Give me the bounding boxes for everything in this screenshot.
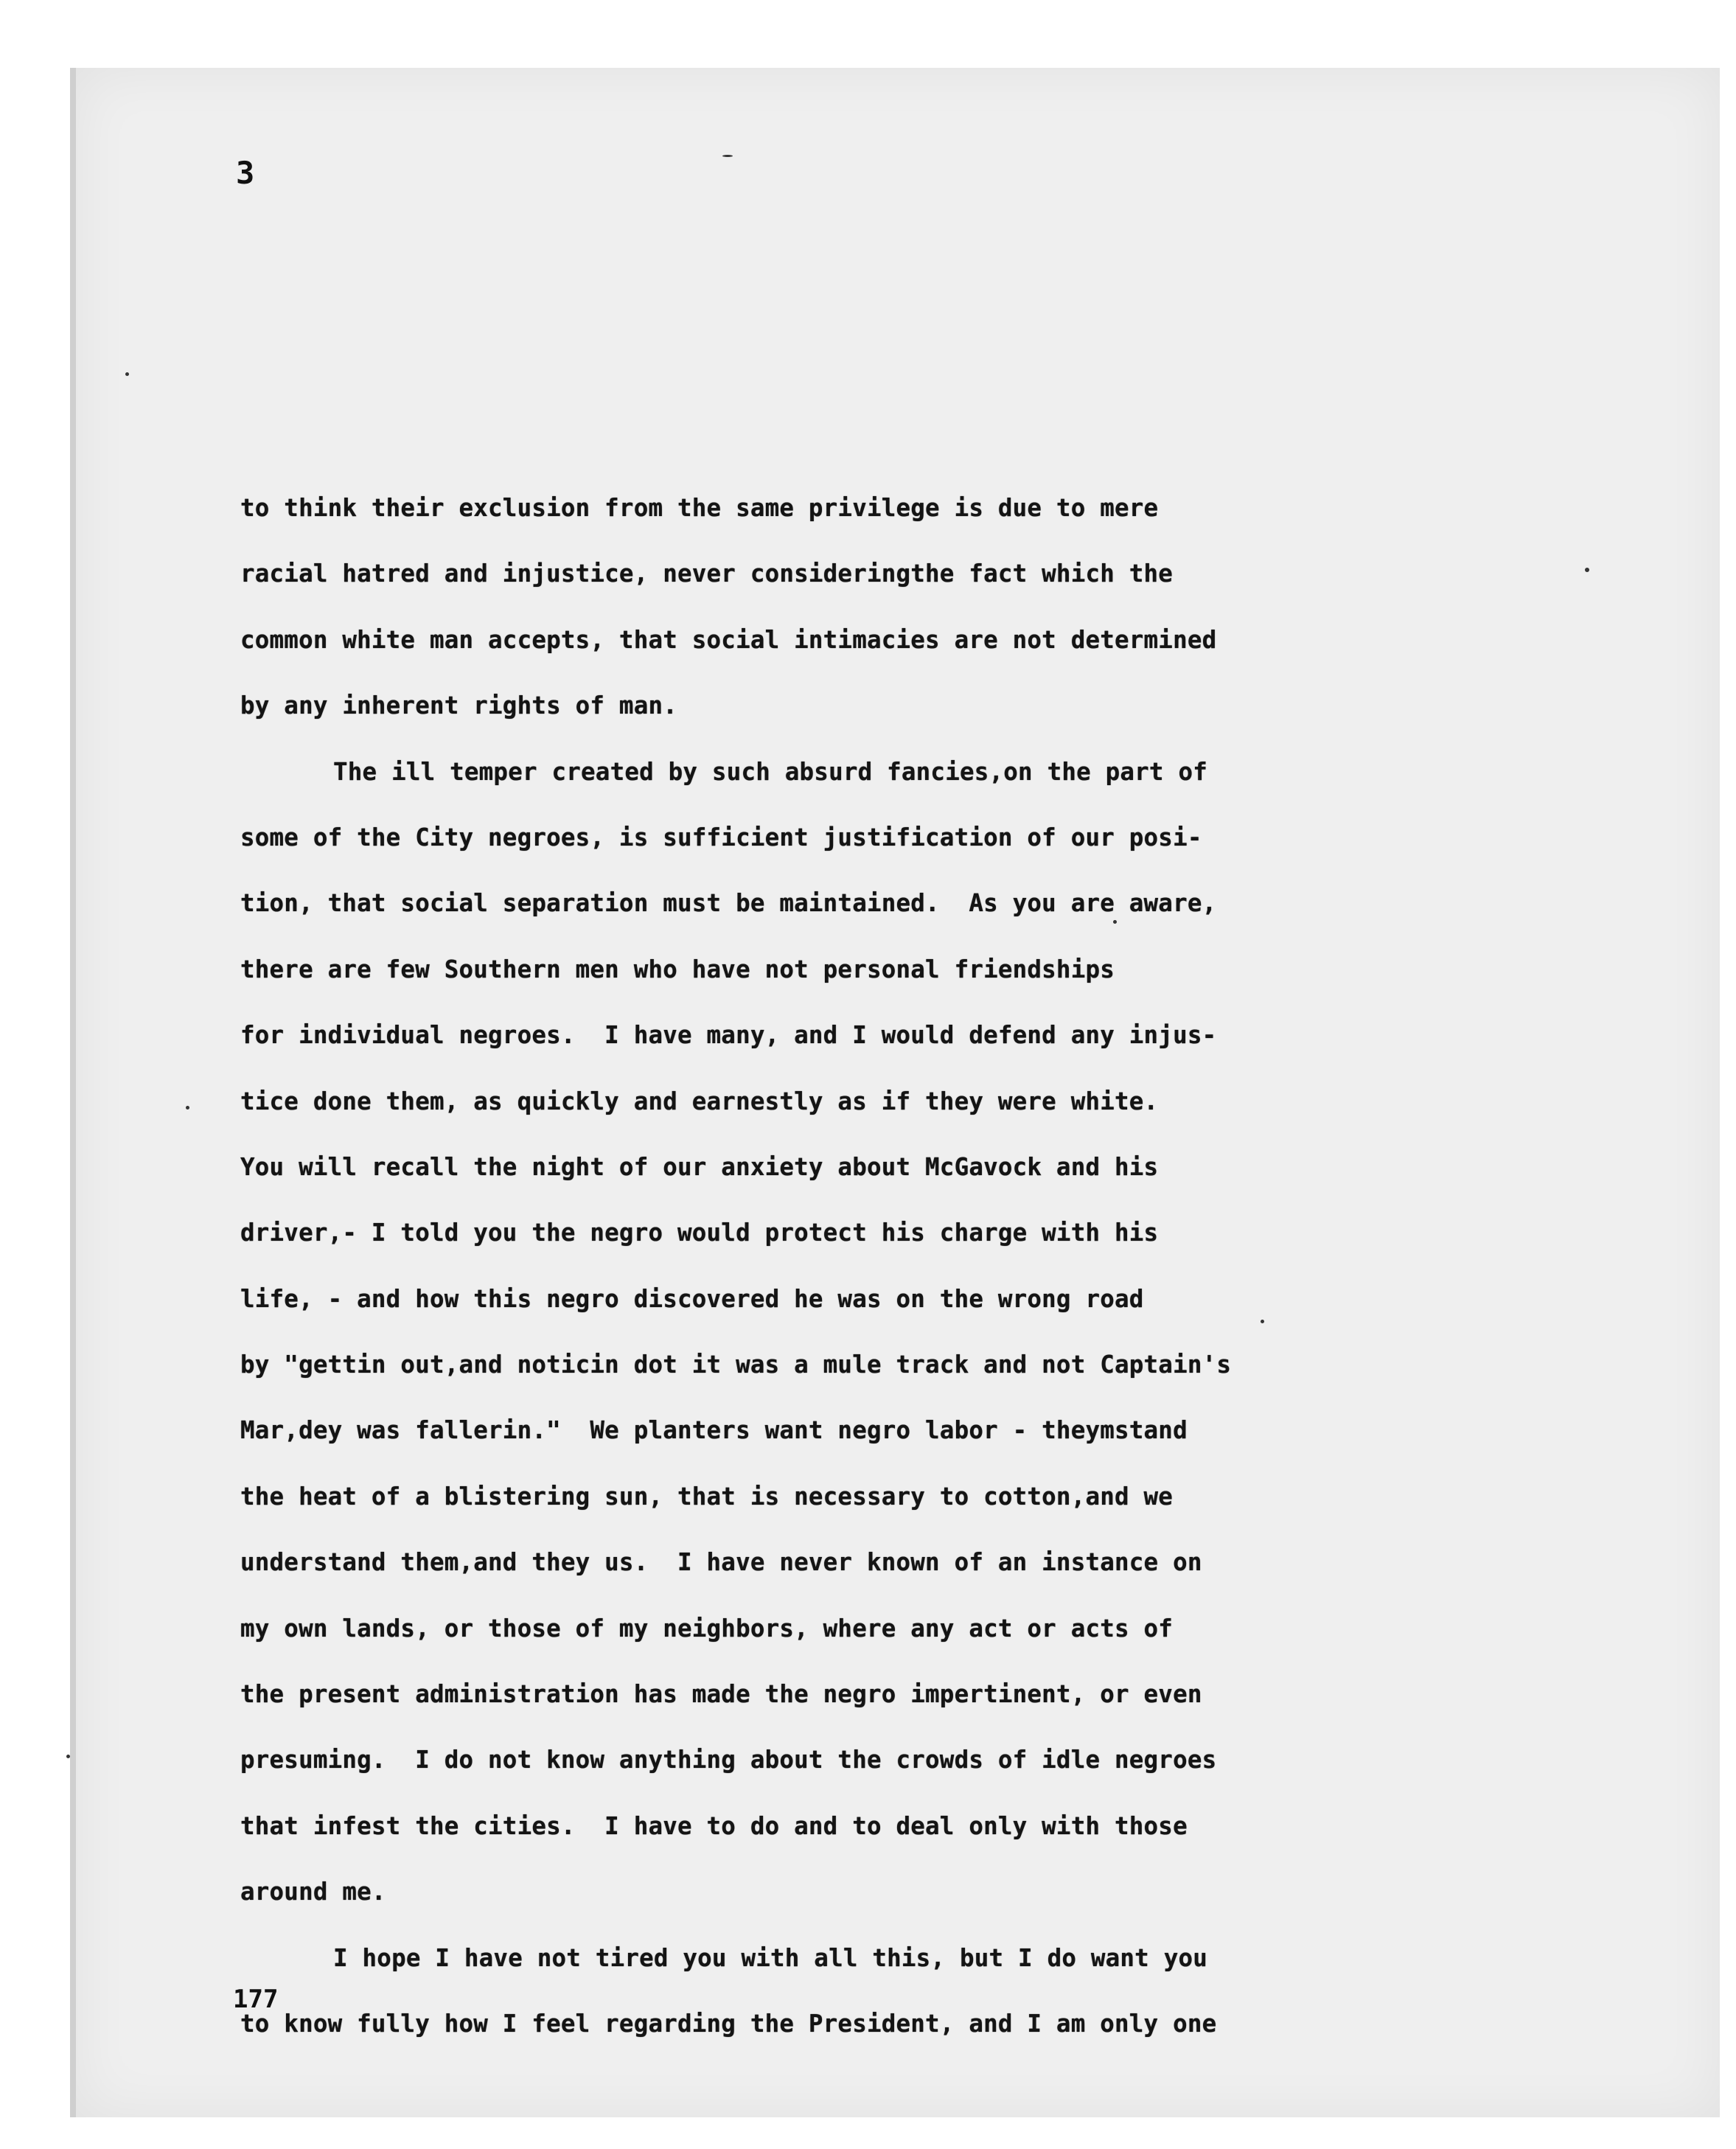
- text-line: the present administration has made the negro impertinent, or even: [240, 1680, 1202, 1709]
- text-line: Mar,dey was fallerin." We planters want negro labor - theymstand: [240, 1416, 1188, 1445]
- text-line: understand them,and they us. I have never known of an instance on: [240, 1548, 1202, 1577]
- archive-folio-number: 177: [233, 1985, 279, 2014]
- text-line: life, - and how this negro discovered he was on the wrong road: [240, 1284, 1144, 1313]
- text-line: there are few Southern men who have not personal friendships: [240, 955, 1115, 983]
- scan-speck: [1585, 568, 1589, 572]
- text-line: You will recall the night of our anxiety about McGavock and his: [240, 1152, 1159, 1181]
- text-line: The ill temper created by such absurd fancies,on the part of: [333, 757, 1207, 786]
- scan-speck: [66, 1755, 70, 1758]
- text-line: the heat of a blistering sun, that is necessary to cotton,and we: [240, 1482, 1174, 1511]
- text-line: by any inherent rights of man.: [240, 692, 677, 720]
- scan-speck: [1261, 1320, 1264, 1323]
- text-line: I hope I have not tired you with all this, but I do want you: [333, 1943, 1207, 1972]
- letter-body: [240, 476, 1538, 2057]
- text-line: tion, that social separation must be maintained. As you are aware,: [240, 889, 1217, 918]
- text-line: that infest the cities. I have to do and to deal only with those: [240, 1811, 1188, 1840]
- text-line: around me.: [240, 1878, 386, 1906]
- text-line: racial hatred and injustice, never consideringthe fact which the: [240, 560, 1174, 588]
- scan-speck: [722, 155, 733, 157]
- text-line: some of the City negroes, is sufficient justification of our posi-: [240, 823, 1202, 851]
- text-line: tice done them, as quickly and earnestly as if they were white.: [240, 1087, 1159, 1115]
- text-line: common white man accepts, that social intimacies are not determined: [240, 625, 1217, 654]
- text-line: by "gettin out,and noticin dot it was a mule track and not Captain's: [240, 1351, 1232, 1379]
- text-line: to think their exclusion from the same privilege is due to mere: [240, 494, 1159, 522]
- text-line: my own lands, or those of my neighbors, where any act or acts of: [240, 1614, 1174, 1643]
- text-line: driver,- I told you the negro would protect his charge with his: [240, 1219, 1159, 1247]
- text-line: for individual negroes. I have many, and I would defend any injus-: [240, 1021, 1217, 1050]
- scan-speck: [186, 1106, 189, 1110]
- text-line: presuming. I do not know anything about the crowds of idle negroes: [240, 1746, 1217, 1774]
- page-number: 3: [236, 155, 255, 191]
- scan-speck: [125, 372, 129, 376]
- text-line: to know fully how I feel regarding the President, and I am only one: [240, 2009, 1217, 2038]
- scan-speck: [1113, 920, 1117, 924]
